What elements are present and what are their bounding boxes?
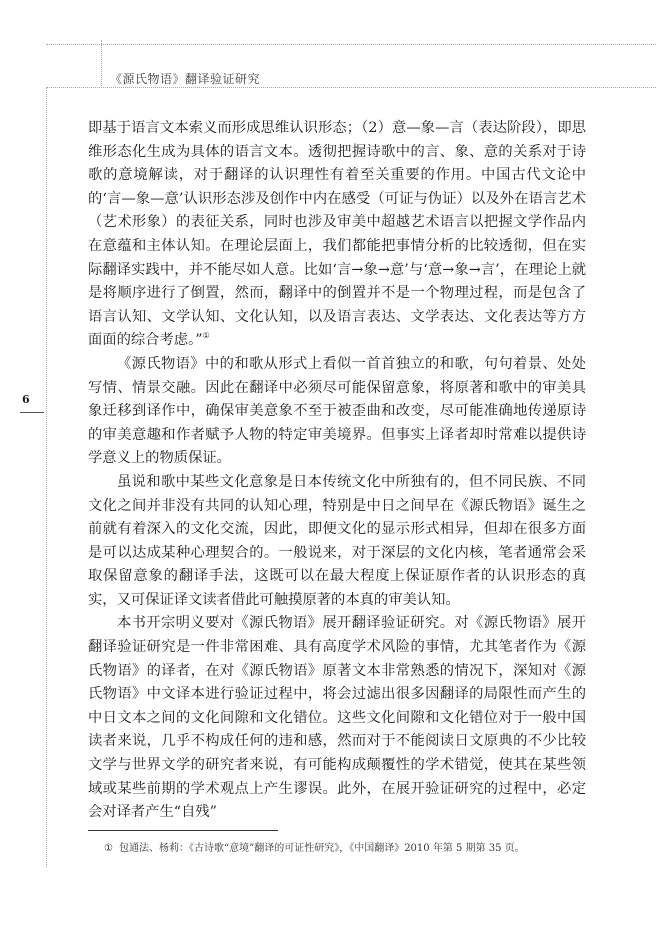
header-dotted-rule-top — [46, 44, 656, 45]
running-header-title: 《源氏物语》翻译验证研究 — [110, 72, 261, 86]
footnote-marker: ① — [104, 843, 113, 854]
header-dotted-rule-bottom — [46, 87, 656, 88]
page-number: 6 — [22, 393, 30, 406]
paragraph-2: 《源氏物语》中的和歌从形式上看似一首首独立的和歌，句句着景、处处写情、情景交融。因此在翻译中必须尽可能保留意象，将原著和歌中的审美具象迁移到译作中，确保审美意象不至于被歪曲和改变，尽可能准确地传递原诗的审美意趣和作者赋予人物的特定审美境界。但事实上译者却时常难以提供诗学意义上的物质保证。 — [88, 355, 586, 467]
margin-dotted-rule — [46, 87, 47, 867]
paragraph-4: 本书开宗明义要对《源氏物语》展开翻译验证研究。对《源氏物语》展开翻译验证研究是一件非常困难、具有高度学术风险的事情，尤其笔者作为《源氏物语》的译者，在对《源氏物语》原著文本非常熟悉的情况下，深知对《源氏物语》中文译本进行验证过程中，将会过滤出很多因翻译的局限性而产生的中日文本之间的文化间隙和文化错位。这些文化间隙和文化错位对于一般中国读者来说，几乎不构成任何的违和感，然而对于不能阅读日文原典的不少比较文学与世界文学的研究者来说，有可能构成颠覆性的学术错觉，使其在某些领域或某些前期的学术观点上产生谬误。此外，在展开验证研究的过程中，必定会对译者产生“自残” — [88, 615, 586, 821]
footnote — [104, 839, 525, 854]
footnote-reference[interactable]: ① — [202, 331, 210, 341]
page-number-rule — [20, 412, 44, 413]
header-dotted-divider — [101, 40, 102, 88]
body-text — [88, 117, 586, 825]
paragraph-3: 虽说和歌中某些文化意象是日本传统文化中所独有的，但不同民族、不同文化之间并非没有共同的认知心理，特别是中日之间早在《源氏物语》诞生之前就有着深入的文化交流，因此，即便文化的显示形式相异，但却在很多方面是可以达成某种心理契合的。一般说来，对于深层的文化内核，笔者通常会采取保留意象的翻译手法，这既可以在最大程度上保证原作者的认识形态的真实，又可保证译文读者借此可触摸原著的本真的审美认知。 — [88, 473, 586, 608]
paragraph-text: 即基于语言文本索义而形成思维认识形态；（2）意—象—言（表达阶段），即思维形态化生成为具体的语言文本。透彻把握诗歌中的言、象、意的关系对于诗歌的意境解读，对于翻译的认识理性有着至关重要的作用。中国古代文论中的‘言—象—意’认识形态涉及创作中内在感受（可证与伪证）以及外在语言艺术（艺术形象）的表征关系，同时也涉及审美中超越艺术语言以把握文学作品内在意蕴和主体认知。在理论层面上，我们都能把事情分析的比较透彻，但在实际翻译实践中，并不能尽如人意。比如‘言→象→意’与‘意→象→言’，在理论上就是将顺序进行了倒置，然而，翻译中的倒置并不是一个物理过程，而是包含了语言认知、文学认知、文化认知，以及语言表达、文学表达、文化表达等方方面面的综合考虑。” — [88, 120, 586, 349]
footnote-rule — [88, 830, 278, 831]
paragraph-1 — [88, 117, 586, 353]
footnote-text: 包通法、杨莉：《古诗歌“意境”翻译的可证性研究》，《中国翻译》2010 年第 5 期第 35 页。 — [118, 843, 525, 854]
